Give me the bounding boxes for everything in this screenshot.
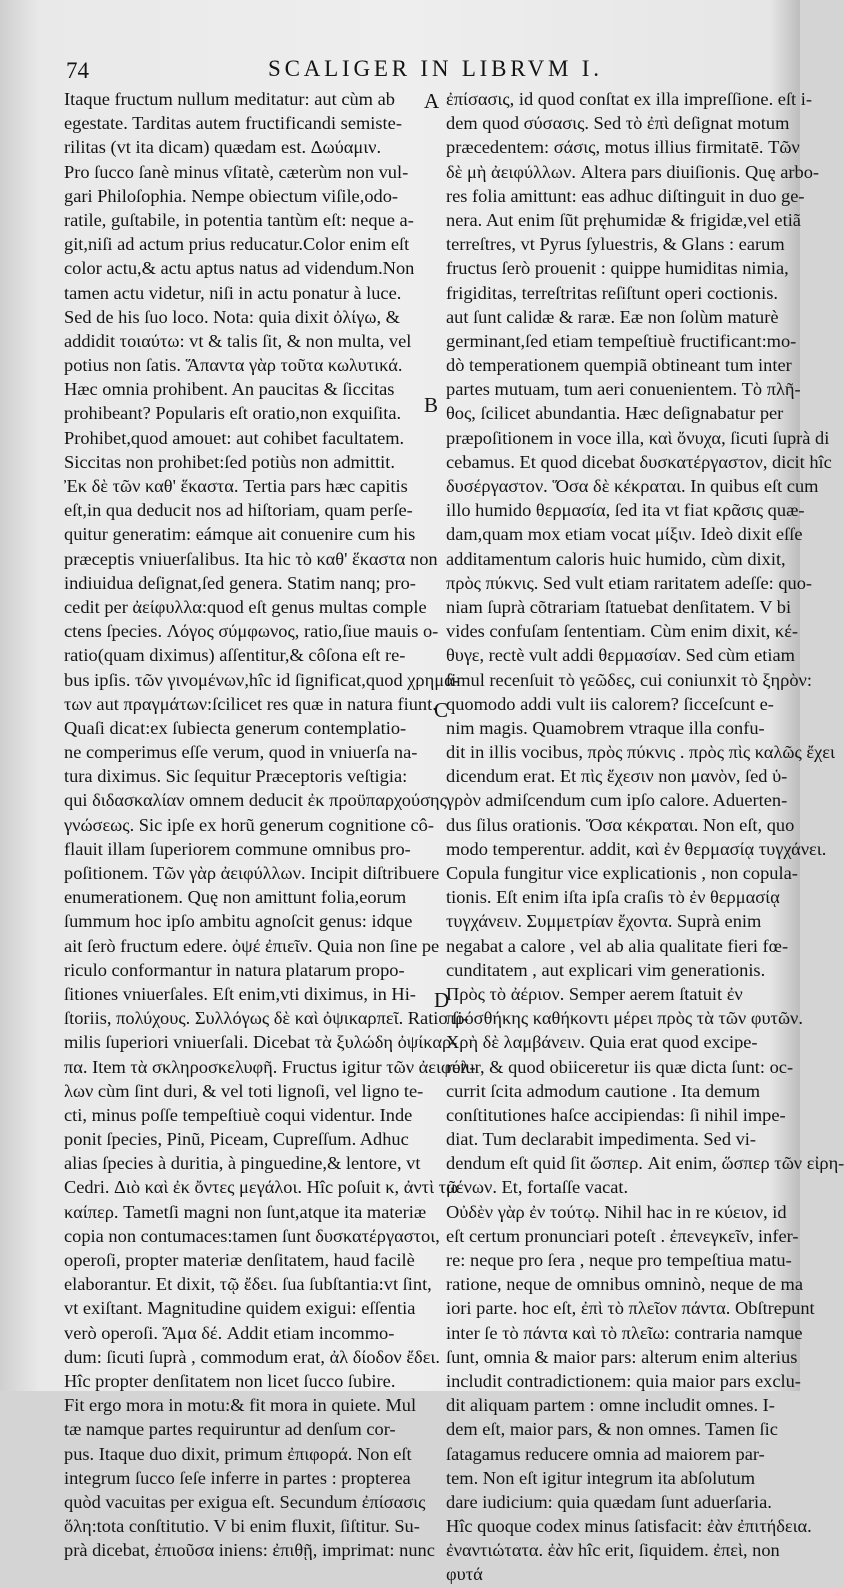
text-line: Pro ſucco ſanè minus vſitatè, cæterùm non vul- xyxy=(64,161,409,182)
text-line: ſatagamus reducere omnia ad maiorem par- xyxy=(446,1443,765,1464)
text-line: dare iudicium: quia quædam ſunt aduerſaria. xyxy=(446,1491,772,1512)
text-line: indiuidua deſignat,ſed genera. Statim nanq; pro- xyxy=(64,572,416,593)
text-line: eſt,in qua deducit nos ad hiſtoriam, quam perſe- xyxy=(64,500,413,521)
text-line: inter ſe τὸ πάντα καὶ τὸ πλεῖω: contraria namque xyxy=(446,1322,803,1343)
text-line: re: neque pro ſera , neque pro tempeſtiua matu- xyxy=(446,1250,792,1270)
text-line: res folia amittunt: eas adhuc diſtinguit in duo ge- xyxy=(446,185,805,206)
text-line: dit in illis vocibus, πρὸς πύκνις . πρὸς πὶς καλῶς ἔχει xyxy=(446,742,835,763)
margin-letter-a: A xyxy=(424,89,440,113)
text-line: aut ſunt calidæ & raræ. Eæ non ſolùm maturè xyxy=(446,306,779,327)
text-line: gari Philoſophia. Nempe obiectum viſile,odo- xyxy=(64,185,399,206)
text-line: dem quod σύσασις. Sed τὸ ἐπὶ deſignat motum xyxy=(446,113,790,134)
text-line: illo humido θερμασία, ſed ita vt fiat κρᾶσις quæ- xyxy=(446,500,805,521)
text-line: pus. Itaque duo dixit, primum ἐπιφορά. Non eſt xyxy=(64,1443,412,1464)
text-line: ſunt, omnia & maior pars: alterum enim alterius xyxy=(446,1346,798,1367)
text-line: ratile, guſtabile, in potentia tantùm eſt: neque a- xyxy=(64,209,414,230)
text-line: cti, minus poſſe tempeſtiuè coqui videntur. Inde xyxy=(64,1104,413,1125)
text-line: partes mutuam, tum aeri conuenientem. Τὸ πλῆ- xyxy=(446,379,801,400)
text-line: τυγχάνειν. Συμμετρίαν ἔχοντα. Suprà enim xyxy=(446,911,762,932)
text-line: Copula fungitur vice explicationis , non copula- xyxy=(446,863,798,883)
text-line: frigiditas, terreſtritas reſiſtunt operi coctionis. xyxy=(446,282,778,303)
text-line: git,niſi ad actum prius reducatur.Color enim eſt xyxy=(64,234,410,255)
text-line: Prohibet,quod amouet: aut cohibet facultatem. xyxy=(64,427,405,448)
text-line: diat. Tum declarabit impedimenta. Sed vi- xyxy=(446,1129,757,1150)
text-line: Ἐκ δὲ τῶν καθ' ἕκαστα. Tertia pars hæc capitis xyxy=(64,476,408,496)
text-line: μένων. Et, fortaſſe vacat. xyxy=(446,1177,629,1198)
text-line: Hîc propter denſitatem non licet ſucco ſubire. xyxy=(64,1370,396,1391)
text-line: tionis. Eſt enim iſta ipſa craſis τὸ ἐν θερμασίᾳ xyxy=(446,887,780,908)
text-line: conſtitutiones haſce accipiendas: ſi nihil impe- xyxy=(446,1104,786,1125)
text-line: currit ſcita admodum cautione . Ita demum xyxy=(446,1080,761,1101)
left-column xyxy=(64,87,476,1562)
text-line: terreſtres, vt Pyrus ſyluestris, & Glans : earum xyxy=(446,234,785,255)
text-line: addidit τοιαύτω: vt & talis ſit, & non multa, vel xyxy=(64,330,412,351)
text-line: Cedri. Διὸ καὶ ἐκ ὄντες μεγάλοι. Hîc poſuit κ, ἀντὶ τῶ xyxy=(64,1177,459,1198)
text-line: includit contradictionem: quia maior pars exclu- xyxy=(446,1370,801,1391)
text-line: ſimul recenſuit τὸ γεῶδες, cui coniunxit τὸ ξηρὸν: xyxy=(446,669,812,690)
text-line: cunditatem , aut explicari vim generationis. xyxy=(446,959,766,980)
text-line: modo temperentur. addit, καὶ ἐν θερμασίᾳ τυγχάνει. xyxy=(446,838,827,859)
text-line: cedit per ἀείφυλλα:quod eſt genus multas comple xyxy=(64,596,427,617)
text-line: dam,quam mox etiam vocat μίξιν. Ideò dixit eſſe xyxy=(446,524,803,545)
text-line: potius non ſatis. Ἅπαντα γὰρ τοῦτα κωλυτικά. xyxy=(64,355,403,376)
text-line: poſitionem. Τῶν γὰρ ἀειφύλλων. Incipit diſtribuere xyxy=(64,863,440,883)
text-line: ne comperimus eſſe verum, quod in vniuerſa na- xyxy=(64,742,418,763)
text-line: quòd vacuitas per exigua eſt. Secundum ἐπίσασις xyxy=(64,1491,426,1512)
text-line: πρόσθήκης καθήκοντι μέρει πρὸς τὰ τῶν φυτῶν. xyxy=(446,1008,803,1029)
text-line: præceptis vniuerſalibus. Ita hic τὸ καθ' ἕκαστα non xyxy=(64,548,438,569)
page-number: 74 xyxy=(66,58,89,83)
text-line: dem eſt, maior pars, & non omnes. Tamen ſic xyxy=(446,1419,778,1440)
text-line: ait ſerò fructum edere. ὀψέ ἐπιεῖν. Quia non ſine pe xyxy=(64,935,440,956)
running-head: SCALIGER IN LIBRVM I. xyxy=(268,56,603,81)
text-line: δὲ μὴ ἀειφύλλων. Altera pars diuiſionis. Quę arbo- xyxy=(446,161,820,182)
text-line: alias ſpecies à duritia, à pinguedine,& lentore, vt xyxy=(64,1153,421,1174)
text-line: copia non contumaces:tamen ſunt δυσκατέργαστοι, xyxy=(64,1225,440,1246)
text-line: Quaſi dicat:ex ſubiecta generum contemplatio- xyxy=(64,717,407,738)
text-line: Οὐδὲν γὰρ ἐν τούτῳ. Nihil hac in re κύειον, id xyxy=(446,1201,787,1222)
text-line: dò temperationem quempiã obtineant tum inter xyxy=(446,355,792,376)
margin-letter-c: C xyxy=(434,698,449,722)
text-line: ratio(quam diximus) aſſentitur,& côſona eſt re- xyxy=(64,645,406,666)
text-line: ἐπίσασις, id quod conſtat ex illa impreſſione. eſt i- xyxy=(446,89,812,109)
text-line: dendum eſt quid ſit ὥσπερ. Ait enim, ὥσπερ τῶν εἰρη- xyxy=(446,1153,844,1174)
text-line: eſt certum pronunciari poteſt . ἐπενεγκεῖν, infer- xyxy=(446,1225,799,1246)
text-line: γνώσεως. Sic ipſe ex horũ generum cognitione cô- xyxy=(64,814,434,835)
text-line: color actu,& actu aptus natus ad videndum.Non xyxy=(64,258,415,279)
text-line: vides confuſam ſententiam. Cùm enim dixit, κέ- xyxy=(446,621,799,642)
text-line: verò operoſi. Ἅμα δέ. Addit etiam incommo- xyxy=(64,1322,395,1343)
text-line: Hæc omnia prohibent. An paucitas & ſiccitas xyxy=(64,379,395,400)
text-line: λων cùm ſint duri, & vel toti lignoſi, vel ligno te- xyxy=(64,1080,424,1101)
text-line: tura diximus. Sic ſequitur Præceptoris veſtigia: xyxy=(64,766,408,787)
text-line: tamen actu videtur, niſi in actu ponatur à luce. xyxy=(64,282,402,303)
text-line: milis ſuperiori vniuerſali. Dicebat τὰ ξυλώδη ὀψίκαρ- xyxy=(64,1032,458,1053)
text-line: præpoſitionem in voce illa, καὶ ὄνυχα, ſicuti ſuprà di xyxy=(446,427,830,448)
text-line: enumerationem. Quę non amittunt folia,eorum xyxy=(64,887,407,908)
text-line: elaborantur. Et dixit, τῷ ἔδει. ſua ſubſtantia:vt ſint, xyxy=(64,1274,432,1295)
text-line: ctens ſpecies. Λόγος σύμφωνος, ratio,ſiue mauis o- xyxy=(64,621,439,642)
text-line: των aut πραγμάτων:ſcilicet res quæ in natura fiunt. xyxy=(64,693,437,714)
text-line: πα. Item τὰ σκληροσκελυφῆ. Fructus igitur τῶν ἀειφύλ- xyxy=(64,1056,476,1077)
text-line: δυσέργαστον. Ὅσα δὲ κέκραται. In quibus eſt cum xyxy=(446,476,819,496)
text-line: θυγε, rectè vult addi θερμασίαν. Sed cùm etiam xyxy=(446,645,795,666)
text-line: dus ſilus orationis. Ὅσα κέκραται. Non eſt, quo xyxy=(446,814,795,835)
text-line: Sed de his ſuo loco. Nota: quia dixit ὀλίγω, & xyxy=(64,306,400,327)
text-line: negabat a calore , vel ab alia qualitate fieri fœ- xyxy=(446,935,789,956)
text-line: rilitas (vt ita dicam) quædam est. Δωύαμιν. xyxy=(64,137,382,158)
text-line: Itaque fructum nullum meditatur: aut cùm ab xyxy=(64,89,395,109)
text-line: vt exiſtant. Magnitudine quidem exigui: eſſentia xyxy=(64,1298,416,1319)
text-line: additamentum caloris huic humido, cùm dixit, xyxy=(446,548,786,569)
text-line: dit aliquam partem : omne includit omnes. I- xyxy=(446,1395,775,1416)
text-line: retur, & quod obiiceretur iis quæ dicta ſunt: oc- xyxy=(446,1056,794,1077)
text-line: operoſi, propter materiæ denſitatem, haud facilè xyxy=(64,1250,415,1270)
text-line: qui διδασκαλίαν omnem deducit ἐκ προϋπαρχούσης xyxy=(64,790,447,811)
text-line: egestate. Tarditas autem fructificandi semiste- xyxy=(64,113,402,134)
text-line: ponit ſpecies, Pinũ, Piceam, Cupreſſum. Adhuc xyxy=(64,1129,409,1150)
text-line: πρὸς πύκνις. Sed vult etiam raritatem adeſſe: quo- xyxy=(446,572,813,593)
text-line: bus ipſis. τῶν γινομένων,hîc id ſignificat,quod χρημά- xyxy=(64,669,460,690)
text-line: Siccitas non prohibet:ſed potiùs non admittit. xyxy=(64,451,395,472)
text-line: prohibeant? Popularis eſt oratio,non exquiſita. xyxy=(64,403,402,424)
text-line: ὅλη:tota conſtitutio. V bi enim fluxit, ſiſtitur. Su- xyxy=(64,1516,420,1537)
text-line: flauit illam ſuperiorem commune omnibus pro- xyxy=(64,838,411,859)
text-line: ſummum hoc ipſo ambitu agnoſcit genus: idque xyxy=(64,911,413,932)
text-line: germinant,ſed etiam tempeſtiuè fructificant:mo- xyxy=(446,330,797,351)
text-line: quomodo addi vult iis calorem? ſicceſcunt e- xyxy=(446,693,774,714)
text-line: nim magis. Quamobrem vtraque illa confu- xyxy=(446,717,765,738)
text-line: niam ſuprà cõtrariam ſtatuebat denſitatem. V bi xyxy=(446,596,792,617)
text-line: ſtoriis, πολύχους. Συλλόγως δὲ καὶ ὀψικαρπεῖ. Ratio ſi- xyxy=(64,1008,469,1029)
text-line: γρὸν admiſcendum cum ipſo calore. Aduerten- xyxy=(446,790,788,811)
text-line: cebamus. Et quod dicebat δυσκατέργαστον, dicit hîc xyxy=(446,451,832,472)
text-line: tæ namque partes requiruntur ad denſum cor- xyxy=(64,1419,396,1440)
text-line: riculo conformantur in natura platarum propo- xyxy=(64,959,405,980)
margin-letter-d: D xyxy=(434,988,450,1012)
text-line: Hîc quoque codex minus ſatisfacit: ἐὰν ἐπιτήδεια. xyxy=(446,1516,812,1537)
text-line: dum: ſicuti ſuprà , commodum erat, ἀλ δίοδον ἔδει. xyxy=(64,1346,440,1367)
text-line: dicendum erat. Et πὶς ἔχεσιν non μανὸν, ſed ὑ- xyxy=(446,766,788,787)
text-line: præcedentem: σάσις, motus illius firmitatē. Τῶν xyxy=(446,137,800,158)
text-line: ſitiones vniuerſales. Eſt enim,vti diximus, in Hi- xyxy=(64,983,416,1004)
margin-letter-b: B xyxy=(424,393,439,417)
text-line: nera. Aut enim ſũt pręhumidæ & frigidæ,vel etiã xyxy=(446,209,801,230)
text-line: Χρὴ δὲ λαμβάνειν. Quia erat quod excipe- xyxy=(446,1032,758,1053)
text-line: tem. Non eſt igitur integrum ita abſolutum xyxy=(446,1467,756,1488)
text-line: φυτά xyxy=(446,1564,483,1585)
text-line: fructus ſerò prouenit : quippe humiditas nimia, xyxy=(446,258,789,279)
text-line: integrum ſucco ſeſe inferre in partes : propterea xyxy=(64,1467,411,1488)
text-line: Πρὸς τὸ ἀέριον. Semper aerem ſtatuit ἐν xyxy=(446,983,743,1004)
text-line: καίπερ. Tametſi magni non ſunt,atque ita materiæ xyxy=(64,1201,427,1222)
text-line: ἐναντιώτατα. ἐὰν hîc erit, ſiquidem. ἐπεὶ, non xyxy=(446,1540,780,1561)
text-line: ratione, neque de omnibus omninò, neque de ma xyxy=(446,1274,803,1295)
text-line: Fit ergo mora in motu:& fit mora in quiete. Mul xyxy=(64,1395,417,1416)
text-line: iori parte. hoc eſt, ἐπὶ τὸ πλεῖον πάντα. Obſtrepunt xyxy=(446,1298,815,1319)
text-line: θος, ſcilicet abundantia. Hæc deſignabatur per xyxy=(446,403,784,424)
text-line: quitur generatim: eámque ait conuenire cum his xyxy=(64,524,416,545)
right-column xyxy=(446,87,844,1587)
text-line: prà dicebat, ἐπιοῦσα iniens: ἐπιθῇ, imprimat: nunc xyxy=(64,1540,435,1561)
